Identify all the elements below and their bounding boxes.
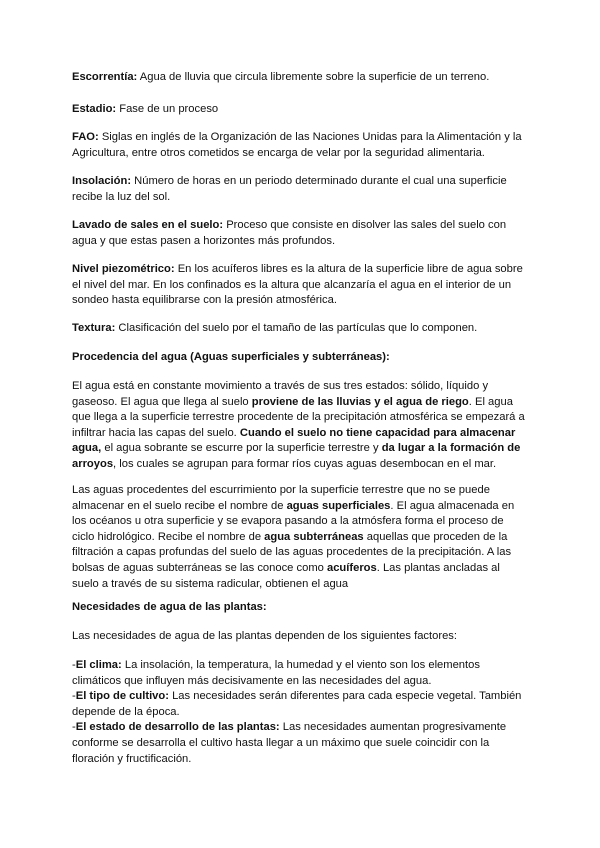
definition-term: Insolación: [72,175,132,187]
section-heading-necesidades: Necesidades de agua de las plantas: [72,601,267,613]
paragraph-emphasis: aguas superficiales [286,499,391,512]
definition-text: Proceso que consiste en disolver las sales del suelo con agua y que estas pasen a horizontes más profundos. [72,219,507,247]
definition-text: Clasificación del suelo por el tamaño de las partículas que lo componen. [118,322,478,334]
definition-textura [72,321,528,337]
section-heading-procedencia: Procedencia del agua (Aguas superficiales y subterráneas): [72,351,390,363]
definition-term: Textura: [72,322,116,334]
paragraph-text: el agua sobrante se escurre por la superficie terrestre y [101,442,382,455]
paragraph-emphasis: proviene de las lluvias y el agua de riego [251,395,469,408]
paragraph-necesidades-intro: Las necesidades de agua de las plantas dependen de los siguientes factores: [72,630,458,642]
paragraph-text: . El agua almacenada en los océanos u otra superficie y se evapora pasando a la atmósfera forma el proceso de ciclo hidrológico. Recibe el nombre de [72,499,515,543]
definition-term: Nivel piezométrico: [72,263,175,275]
paragraph-text: Las aguas procedentes del escurrimiento por la superficie terrestre que no se puede almacenar en el suelo recibe el nombre de [72,484,490,512]
factor-label: El tipo de cultivo: [75,690,169,703]
definition-text: Fase de un proceso [119,103,219,115]
definition-term: Estadio: [72,103,117,115]
factor-text: La insolación, la temperatura, la humedad y el viento son los elementos climáticos que influyen más decisivamente en las necesidades del agua. [72,659,480,687]
paragraph-text: aquellas que proceden de la filtración a capas profundas del suelo de las aguas procedentes de la precipitación. A las bolsas de aguas subterráneas se las conoce como [72,530,512,574]
definition-insolacion [72,174,528,205]
definition-term: FAO: [72,131,99,143]
paragraph-procedencia-1 [72,379,528,473]
definition-term: Lavado de sales en el suelo: [72,219,224,231]
definition-lavado-de-sales [72,218,528,249]
factor-item-estado-de-desarrollo [72,720,528,767]
paragraph-emphasis: Cuando el suelo no tiene capacidad para almacenar agua, [72,426,516,455]
list-dash: - [72,659,76,671]
paragraph-emphasis: da lugar a la formación de arroyos [72,442,521,470]
paragraph-procedencia-2 [72,483,528,592]
paragraph-text: , los cuales se agrupan para formar ríos cuyas aguas desembocan en el mar. [113,457,497,470]
definition-fao [72,130,528,161]
paragraph-text: . El agua que llega a la superficie terrestre procedente de la precipitación atmosférica se empezará a infiltrar hacia las capas del suelo. [72,395,525,439]
definition-text: En los acuíferos libres es la altura de la superficie libre de agua sobre el nivel del mar. En los confinados es la altura que alcanzaría el agua en el interior de un sondeo hasta equilibrarse con la presión atmosférica. [72,263,523,307]
definition-text: Agua de lluvia que circula libremente sobre la superficie de un terreno. [139,71,490,83]
factor-item-clima [72,658,528,689]
factor-item-tipo-de-cultivo [72,689,528,720]
paragraph-emphasis: acuíferos [326,561,377,574]
paragraph-emphasis: agua subterráneas [264,530,364,543]
factor-label: El clima: [75,659,122,671]
definition-estadio [72,102,528,118]
definition-text: Siglas en inglés de la Organización de las Naciones Unidas para la Alimentación y la Agricultura, entre otros cometidos se encarga de velar por la seguridad alimentaria. [72,131,522,159]
definition-text: Número de horas en un periodo determinado durante el cual una superficie recibe la luz del sol. [72,175,507,203]
list-dash: - [72,690,76,703]
factor-list [72,658,528,767]
list-dash: - [72,721,76,734]
factor-text: Las necesidades aumentan progresivamente conforme se desarrolla el cultivo hasta llegar a un máximo que suele coincidir con la floración y fructificación. [72,721,507,765]
definition-nivel-piezometrico [72,262,528,309]
paragraph-text: . Las plantas ancladas al suelo a través de su sistema radicular, obtienen el agua [72,561,500,590]
factor-label: El estado de desarrollo de las plantas: [75,721,280,734]
definition-escorrentia [72,70,528,86]
definition-term: Escorrentía: [72,71,138,83]
paragraph-text: El agua está en constante movimiento a través de sus tres estados: sólido, líquido y gaseoso. El agua que llega al suelo [72,380,489,408]
factor-text: Las necesidades serán diferentes para cada especie vegetal. También depende de la época. [72,690,522,718]
